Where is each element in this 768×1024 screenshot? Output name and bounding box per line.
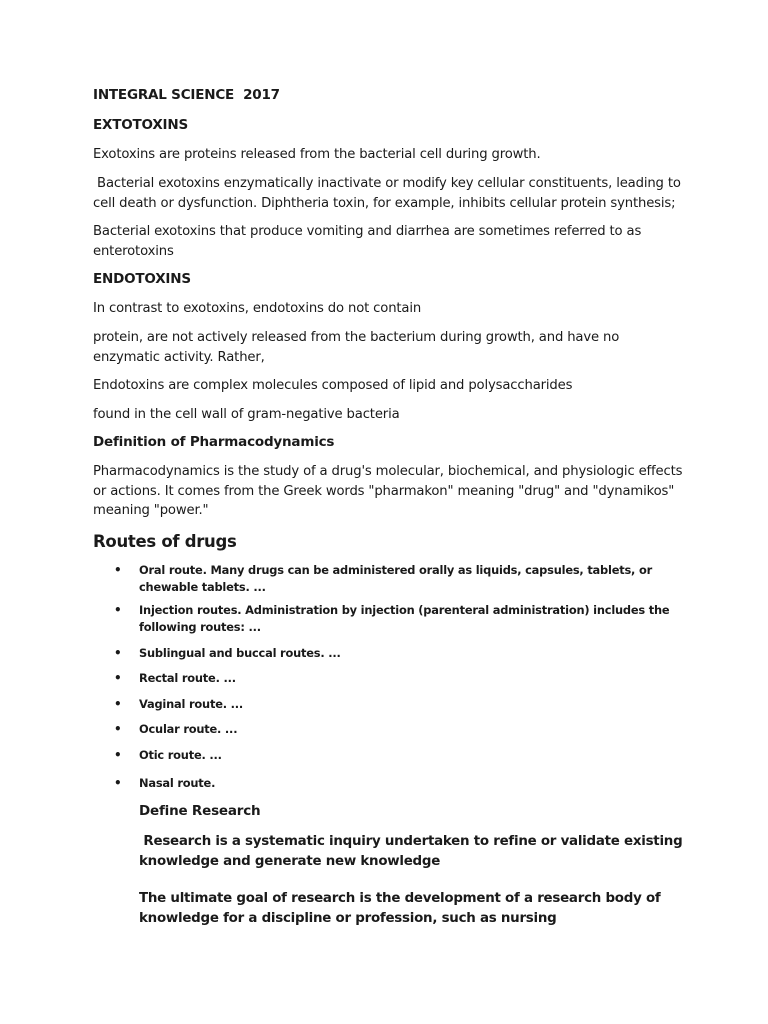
bullet-icon: • [114, 748, 122, 762]
route-text: Vaginal route. ... [139, 697, 243, 711]
document-title: INTEGRAL SCIENCE 2017 [93, 87, 280, 103]
bullet-icon: • [114, 646, 122, 660]
route-text: Ocular route. ... [139, 722, 238, 736]
endotoxins-paragraph-1: In contrast to exotoxins, endotoxins do not contain [93, 301, 422, 316]
route-text: Injection routes. Administration by injection (parenteral administration) includes the following routes: ... [139, 603, 670, 634]
endotoxins-paragraph-4: found in the cell wall of gram-negative bacteria [93, 407, 400, 422]
bullet-icon: • [114, 671, 122, 685]
route-text: Otic route. ... [139, 748, 222, 762]
bullet-icon: • [114, 697, 122, 711]
endotoxins-heading: ENDOTOXINS [93, 271, 191, 287]
exotoxins-paragraph-3: Bacterial exotoxins that produce vomiting and diarrhea are sometimes referred to as enterotoxins [93, 224, 646, 259]
pharmacodynamics-heading: Definition of Pharmacodynamics [93, 434, 335, 450]
route-text: Rectal route. ... [139, 671, 236, 685]
exotoxins-heading: EXTOTOXINS [93, 117, 188, 133]
pharmacodynamics-paragraph: Pharmacodynamics is the study of a drug's molecular, biochemical, and physiologic effects or actions. It comes from the Greek words "pharmakon" meaning "drug" and "dynamikos" meaning "power." [93, 464, 687, 518]
exotoxins-paragraph-2: Bacterial exotoxins enzymatically inactivate or modify key cellular constituents, leading to cell death or dysfunction. Diphtheria toxin, for example, inhibits cellular protein synthesis; [93, 176, 685, 211]
endotoxins-paragraph-3: Endotoxins are complex molecules composed of lipid and polysaccharides [93, 378, 573, 393]
research-paragraph-2: The ultimate goal of research is the development of a research body of knowledge for a discipline or profession, such as nursing [139, 891, 665, 926]
route-text: Sublingual and buccal routes. ... [139, 646, 341, 660]
research-heading: Define Research [139, 803, 261, 819]
research-paragraph-1: Research is a systematic inquiry undertaken to refine or validate existing knowledge and generate new knowledge [139, 834, 687, 869]
endotoxins-paragraph-2: protein, are not actively released from the bacterium during growth, and have no enzymatic activity. Rather, [93, 330, 624, 365]
routes-heading: Routes of drugs [93, 532, 237, 551]
bullet-icon: • [114, 776, 122, 790]
exotoxins-paragraph-1: Exotoxins are proteins released from the bacterial cell during growth. [93, 147, 541, 162]
bullet-icon: • [114, 563, 122, 577]
route-text: Nasal route. [139, 776, 216, 790]
bullet-icon: • [114, 722, 122, 736]
route-text: Oral route. Many drugs can be administered orally as liquids, capsules, tablets, or chewable tablets. ... [139, 563, 652, 594]
bullet-icon: • [114, 603, 122, 617]
